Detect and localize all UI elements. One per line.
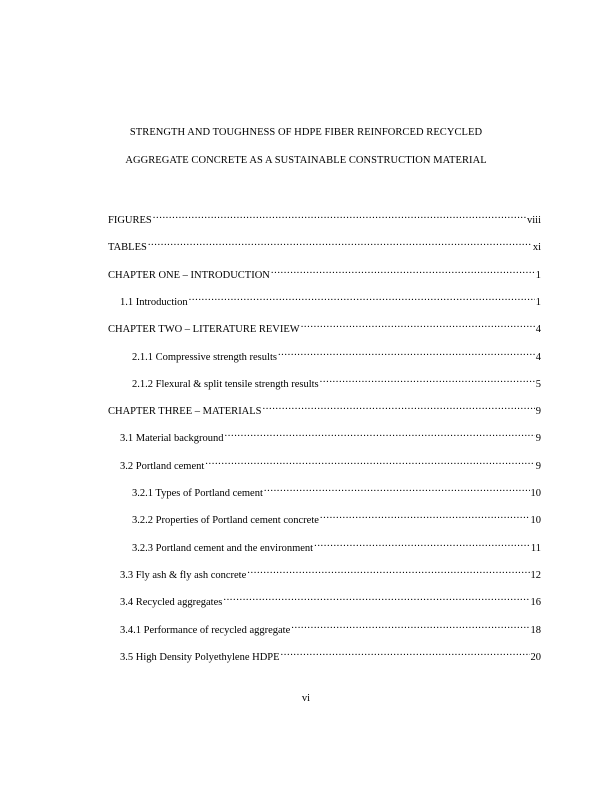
toc-entry-label: CHAPTER TWO – LITERATURE REVIEW (108, 324, 300, 336)
toc-entry-label: TABLES (108, 242, 147, 254)
toc-entry-label: 3.2.1 Types of Portland cement (132, 488, 263, 499)
toc-entry-page: 9 (535, 433, 541, 445)
toc-entry-label: 3.2.2 Properties of Portland cement concrete (132, 515, 319, 527)
toc-entry[interactable] (108, 236, 541, 254)
toc-leader-dots (225, 427, 535, 441)
toc-leader-dots (301, 318, 535, 332)
toc-entry-page: 10 (530, 515, 541, 527)
toc-entry[interactable] (108, 264, 541, 281)
toc-entry[interactable] (120, 619, 541, 636)
document-title-line-2: AGGREGATE CONCRETE AS A SUSTAINABLE CONSTRUCTION MATERIAL (125, 155, 487, 166)
toc-entry[interactable] (120, 291, 541, 308)
toc-leader-dots (320, 373, 535, 387)
toc-entry[interactable] (132, 509, 541, 527)
toc-entry-page: 1 (535, 296, 541, 308)
toc-entry-label: CHAPTER THREE – MATERIALS (108, 406, 262, 418)
toc-entry[interactable] (132, 373, 541, 390)
toc-entry-page: 20 (530, 651, 541, 663)
toc-entry-label: 3.4 Recycled aggregates (120, 597, 223, 609)
toc-entry[interactable] (120, 427, 541, 445)
toc-entry-label: 3.3 Fly ash & fly ash concrete (120, 569, 247, 581)
toc-entry-label: 2.1.2 Flexural & split tensile strength results (132, 378, 319, 390)
toc-entry[interactable] (108, 318, 541, 336)
toc-entry-page: 12 (530, 569, 541, 581)
toc-entry-label: FIGURES (108, 215, 152, 226)
toc-leader-dots (263, 400, 535, 414)
toc-entry-label: 3.5 High Density Polyethylene HDPE (120, 651, 280, 663)
toc-entry[interactable] (132, 537, 541, 554)
toc-leader-dots (291, 619, 529, 633)
toc-leader-dots (320, 509, 530, 523)
toc-entry[interactable] (120, 646, 541, 663)
toc-entry[interactable] (108, 400, 541, 418)
toc-entry-page: 9 (535, 406, 541, 418)
toc-leader-dots (247, 564, 529, 578)
toc-entry-page: 4 (535, 351, 541, 363)
toc-entry-label: 3.2 Portland cement (120, 460, 205, 472)
toc-entry[interactable] (108, 209, 541, 226)
toc-leader-dots (189, 291, 535, 305)
toc-entry[interactable] (120, 455, 541, 472)
toc-entry[interactable] (120, 591, 541, 609)
toc-entry-page: 16 (530, 597, 541, 609)
toc-leader-dots (223, 591, 529, 605)
toc-leader-dots (148, 236, 532, 250)
toc-entry-page: 5 (535, 378, 541, 390)
toc-entry-label: 3.4.1 Performance of recycled aggregate (120, 624, 291, 636)
toc-leader-dots (278, 346, 535, 360)
toc-leader-dots (271, 264, 535, 278)
toc-entry-page: xi (532, 242, 541, 254)
page-number: vi (301, 693, 311, 704)
toc-leader-dots (264, 482, 530, 496)
toc-entry-label: 2.1.1 Compressive strength results (132, 351, 277, 363)
toc-leader-dots (205, 455, 534, 469)
toc-entry-page: viii (526, 215, 541, 226)
toc-leader-dots (314, 537, 530, 551)
toc-entry-page: 9 (535, 460, 541, 472)
toc-entry[interactable] (120, 564, 541, 581)
toc-entry-label: CHAPTER ONE – INTRODUCTION (108, 269, 270, 281)
toc-entry-page: 11 (530, 542, 541, 554)
toc-entry-page: 1 (535, 269, 541, 281)
toc-entry-label: 1.1 Introduction (120, 296, 188, 308)
toc-entry[interactable] (132, 346, 541, 363)
toc-entry-page: 4 (535, 324, 541, 336)
toc-entry-label: 3.1 Material background (120, 433, 224, 445)
document-title-line-1: STRENGTH AND TOUGHNESS OF HDPE FIBER REINFORCED RECYCLED (129, 127, 483, 138)
toc-leader-dots (153, 209, 526, 223)
toc-entry-label: 3.2.3 Portland cement and the environment (132, 542, 314, 554)
toc-entry-page: 10 (530, 488, 541, 499)
toc-entry[interactable] (132, 482, 541, 499)
toc-leader-dots (281, 646, 530, 660)
toc-entry-page: 18 (530, 624, 541, 636)
